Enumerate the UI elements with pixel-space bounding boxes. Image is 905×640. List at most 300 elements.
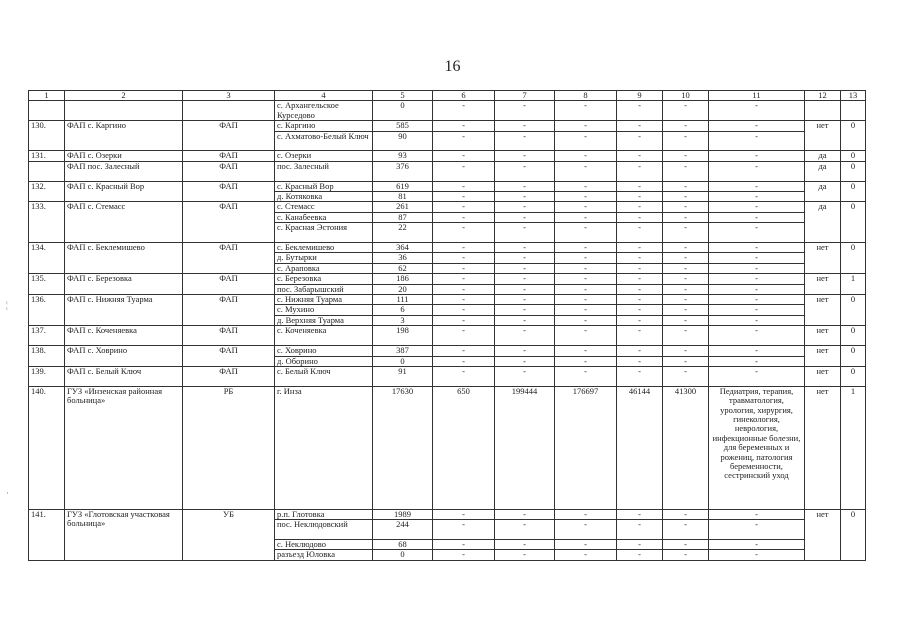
- cell-c6: 650: [433, 386, 495, 509]
- cell-pop: 0: [373, 550, 433, 560]
- cell-c10: -: [663, 223, 709, 243]
- cell-c11: -: [709, 131, 805, 151]
- cell-c7: -: [495, 315, 555, 325]
- cell-c7: -: [495, 121, 555, 131]
- column-header: 13: [841, 91, 866, 101]
- cell-c7: -: [495, 192, 555, 202]
- cell-c8: -: [555, 212, 617, 222]
- cell-c8: -: [555, 295, 617, 305]
- cell-pop: 186: [373, 274, 433, 284]
- cell-c8: -: [555, 284, 617, 294]
- table-row: [29, 509, 866, 519]
- column-header: 12: [805, 91, 841, 101]
- cell-name: ФАП с. Белый Ключ: [65, 366, 183, 386]
- header-row: [29, 91, 866, 101]
- cell-c12: нет: [805, 366, 841, 386]
- cell-pop: 244: [373, 520, 433, 540]
- cell-loc: д. Оборино: [275, 356, 373, 366]
- cell-pop: 20: [373, 284, 433, 294]
- cell-loc: с. Ховрино: [275, 346, 373, 356]
- cell-c13: 0: [841, 366, 866, 386]
- cell-c10: -: [663, 539, 709, 549]
- cell-num: 136.: [29, 295, 65, 326]
- column-header: 6: [433, 91, 495, 101]
- cell-c9: -: [617, 192, 663, 202]
- cell-c9: 46144: [617, 386, 663, 509]
- cell-c9: -: [617, 243, 663, 253]
- cell-c10: 41300: [663, 386, 709, 509]
- cell-c7: -: [495, 202, 555, 212]
- cell-c7: -: [495, 356, 555, 366]
- cell-type: ФАП: [183, 366, 275, 386]
- cell-c6: -: [433, 346, 495, 356]
- cell-c6: -: [433, 181, 495, 191]
- cell-pop: 62: [373, 263, 433, 273]
- cell-c10: -: [663, 520, 709, 540]
- cell-c7: -: [495, 181, 555, 191]
- cell-pop: 3: [373, 315, 433, 325]
- cell-name: ГУЗ «Инзенская районная больница»: [65, 386, 183, 509]
- cell-c6: -: [433, 509, 495, 519]
- cell-c8: -: [555, 539, 617, 549]
- cell-loc: д. Верхняя Туарма: [275, 315, 373, 325]
- table-row: [29, 295, 866, 305]
- cell-pop: 619: [373, 181, 433, 191]
- column-header: 1: [29, 91, 65, 101]
- cell-c11: -: [709, 284, 805, 294]
- cell-c7: -: [495, 243, 555, 253]
- cell-pop: 36: [373, 253, 433, 263]
- cell-c9: -: [617, 181, 663, 191]
- cell-name: ФАП с. Нижняя Туарма: [65, 295, 183, 326]
- cell-c6: -: [433, 161, 495, 181]
- cell-c12: нет: [805, 346, 841, 367]
- cell-c8: -: [555, 101, 617, 121]
- cell-c11: -: [709, 192, 805, 202]
- table-row: [29, 274, 866, 284]
- cell-c8: -: [555, 263, 617, 273]
- cell-c10: -: [663, 305, 709, 315]
- cell-loc: с. Неклюдово: [275, 539, 373, 549]
- cell-c13: [841, 101, 866, 121]
- cell-loc: р.п. Глотовка: [275, 509, 373, 519]
- table-row: [29, 101, 866, 121]
- cell-c6: -: [433, 305, 495, 315]
- cell-c8: -: [555, 131, 617, 151]
- cell-pop: 198: [373, 326, 433, 346]
- cell-loc: с. Красная Эстония: [275, 223, 373, 243]
- cell-c11: -: [709, 509, 805, 519]
- cell-c9: -: [617, 121, 663, 131]
- cell-c9: -: [617, 202, 663, 212]
- column-header: 2: [65, 91, 183, 101]
- column-header: 4: [275, 91, 373, 101]
- cell-loc: с. Коченяевка: [275, 326, 373, 346]
- cell-num: 138.: [29, 346, 65, 367]
- cell-c10: -: [663, 151, 709, 161]
- cell-c11: -: [709, 346, 805, 356]
- cell-c9: -: [617, 284, 663, 294]
- cell-loc: с. Березовка: [275, 274, 373, 284]
- cell-c6: -: [433, 151, 495, 161]
- cell-c11: -: [709, 263, 805, 273]
- cell-num: 140.: [29, 386, 65, 509]
- cell-c13: 0: [841, 509, 866, 560]
- cell-name: ФАП с. Березовка: [65, 274, 183, 295]
- cell-loc: с. Озерки: [275, 151, 373, 161]
- cell-c8: -: [555, 520, 617, 540]
- column-header: 10: [663, 91, 709, 101]
- cell-c8: -: [555, 274, 617, 284]
- cell-c8: -: [555, 121, 617, 131]
- cell-c9: -: [617, 161, 663, 181]
- cell-c8: 176697: [555, 386, 617, 509]
- cell-c12: нет: [805, 386, 841, 509]
- cell-loc: с. Араповка: [275, 263, 373, 273]
- cell-c9: -: [617, 151, 663, 161]
- cell-num: 141.: [29, 509, 65, 560]
- cell-c13: 0: [841, 151, 866, 161]
- cell-c13: 0: [841, 295, 866, 326]
- cell-c11: -: [709, 326, 805, 346]
- cell-num: 130.: [29, 121, 65, 151]
- table-row: [29, 181, 866, 191]
- cell-c11: -: [709, 223, 805, 243]
- cell-c8: -: [555, 202, 617, 212]
- cell-name: ФАП с. Красный Вор: [65, 181, 183, 202]
- column-header: 11: [709, 91, 805, 101]
- cell-c10: -: [663, 161, 709, 181]
- cell-c7: -: [495, 366, 555, 386]
- cell-c11: -: [709, 366, 805, 386]
- cell-loc: с. Беклемишево: [275, 243, 373, 253]
- cell-c10: -: [663, 550, 709, 560]
- cell-num: [29, 161, 65, 181]
- cell-c9: -: [617, 346, 663, 356]
- cell-c9: -: [617, 509, 663, 519]
- cell-c6: -: [433, 101, 495, 121]
- cell-c10: -: [663, 274, 709, 284]
- cell-c9: -: [617, 539, 663, 549]
- cell-c11: -: [709, 181, 805, 191]
- cell-c6: -: [433, 366, 495, 386]
- cell-c8: -: [555, 366, 617, 386]
- cell-c11: -: [709, 274, 805, 284]
- cell-loc: г. Инза: [275, 386, 373, 509]
- cell-c10: -: [663, 346, 709, 356]
- cell-type: [183, 101, 275, 121]
- cell-c12: нет: [805, 509, 841, 560]
- cell-c7: -: [495, 151, 555, 161]
- column-header: 3: [183, 91, 275, 101]
- cell-name: ФАП с. Беклемишево: [65, 243, 183, 274]
- cell-c6: -: [433, 223, 495, 243]
- cell-loc: с. Ахматово-Белый Ключ: [275, 131, 373, 151]
- cell-c11: -: [709, 539, 805, 549]
- page-number: 16: [444, 58, 461, 75]
- cell-c8: -: [555, 161, 617, 181]
- cell-c12: нет: [805, 274, 841, 295]
- cell-pop: 81: [373, 192, 433, 202]
- cell-c9: -: [617, 253, 663, 263]
- cell-c8: -: [555, 305, 617, 315]
- cell-c7: 199444: [495, 386, 555, 509]
- cell-c6: -: [433, 192, 495, 202]
- cell-loc: пос. Забарышский: [275, 284, 373, 294]
- cell-type: УБ: [183, 509, 275, 560]
- cell-c9: -: [617, 295, 663, 305]
- cell-c8: -: [555, 326, 617, 346]
- cell-type: ФАП: [183, 151, 275, 161]
- cell-c12: нет: [805, 121, 841, 151]
- cell-c10: -: [663, 121, 709, 131]
- cell-c7: -: [495, 284, 555, 294]
- cell-c8: -: [555, 151, 617, 161]
- cell-c12: нет: [805, 295, 841, 326]
- cell-c6: -: [433, 253, 495, 263]
- cell-num: 131.: [29, 151, 65, 161]
- cell-pop: 585: [373, 121, 433, 131]
- cell-c11: -: [709, 305, 805, 315]
- cell-c11: Педиатрия, терапия, травматология, урология, хирургия, гинекология, неврология, инфекционные болезни, для беременных и рожениц, патология беременности, сестринский уход: [709, 386, 805, 509]
- cell-name: ФАП с. Ховрино: [65, 346, 183, 367]
- cell-c6: -: [433, 212, 495, 222]
- table-row: [29, 202, 866, 212]
- cell-c8: -: [555, 181, 617, 191]
- table-row: [29, 121, 866, 131]
- scan-mark: ·: [6, 488, 9, 498]
- cell-c12: нет: [805, 243, 841, 274]
- cell-c9: -: [617, 356, 663, 366]
- cell-loc: д. Бутырки: [275, 253, 373, 263]
- cell-num: 137.: [29, 326, 65, 346]
- cell-c7: -: [495, 212, 555, 222]
- cell-c7: -: [495, 295, 555, 305]
- cell-c11: -: [709, 121, 805, 131]
- table-row: [29, 346, 866, 356]
- facilities-table: [28, 90, 866, 561]
- cell-c10: -: [663, 315, 709, 325]
- cell-c8: -: [555, 223, 617, 243]
- cell-c7: -: [495, 274, 555, 284]
- cell-c10: -: [663, 295, 709, 305]
- table-row: [29, 161, 866, 181]
- cell-c7: -: [495, 131, 555, 151]
- cell-c10: -: [663, 253, 709, 263]
- cell-c10: -: [663, 326, 709, 346]
- cell-c11: -: [709, 315, 805, 325]
- cell-c13: 0: [841, 202, 866, 243]
- cell-type: ФАП: [183, 346, 275, 367]
- cell-c12: да: [805, 161, 841, 181]
- cell-loc: д. Котяковка: [275, 192, 373, 202]
- cell-num: 134.: [29, 243, 65, 274]
- cell-num: 135.: [29, 274, 65, 295]
- cell-c12: нет: [805, 326, 841, 346]
- cell-c10: -: [663, 181, 709, 191]
- cell-type: ФАП: [183, 243, 275, 274]
- cell-c6: -: [433, 520, 495, 540]
- cell-c10: -: [663, 284, 709, 294]
- cell-c8: -: [555, 192, 617, 202]
- cell-c6: -: [433, 326, 495, 346]
- cell-pop: 68: [373, 539, 433, 549]
- cell-c11: -: [709, 550, 805, 560]
- cell-c7: -: [495, 253, 555, 263]
- cell-name: ФАП пос. Залесный: [65, 161, 183, 181]
- cell-c6: -: [433, 243, 495, 253]
- cell-c8: -: [555, 243, 617, 253]
- cell-c8: -: [555, 346, 617, 356]
- table-row: [29, 386, 866, 509]
- cell-c6: -: [433, 356, 495, 366]
- cell-type: ФАП: [183, 202, 275, 243]
- cell-name: ФАП с. Стемасс: [65, 202, 183, 243]
- cell-pop: 111: [373, 295, 433, 305]
- cell-c6: -: [433, 550, 495, 560]
- cell-c6: -: [433, 121, 495, 131]
- cell-type: ФАП: [183, 326, 275, 346]
- cell-c11: -: [709, 295, 805, 305]
- cell-c10: -: [663, 131, 709, 151]
- cell-c13: 0: [841, 326, 866, 346]
- cell-c10: -: [663, 509, 709, 519]
- cell-c10: -: [663, 263, 709, 273]
- cell-num: 132.: [29, 181, 65, 202]
- cell-c11: -: [709, 151, 805, 161]
- cell-loc: с. Мухино: [275, 305, 373, 315]
- cell-loc: с. Нижняя Туарма: [275, 295, 373, 305]
- cell-c11: -: [709, 520, 805, 540]
- cell-c11: -: [709, 212, 805, 222]
- cell-c8: -: [555, 253, 617, 263]
- cell-c9: -: [617, 131, 663, 151]
- cell-c6: -: [433, 284, 495, 294]
- column-header: 9: [617, 91, 663, 101]
- cell-pop: 17630: [373, 386, 433, 509]
- cell-pop: 0: [373, 101, 433, 121]
- table-row: [29, 366, 866, 386]
- cell-loc: с. Красный Вор: [275, 181, 373, 191]
- cell-c7: -: [495, 263, 555, 273]
- cell-c6: -: [433, 295, 495, 305]
- cell-c12: да: [805, 181, 841, 202]
- cell-pop: 6: [373, 305, 433, 315]
- cell-type: ФАП: [183, 295, 275, 326]
- cell-c9: -: [617, 101, 663, 121]
- cell-c9: -: [617, 550, 663, 560]
- cell-pop: 91: [373, 366, 433, 386]
- cell-name: ФАП с. Озерки: [65, 151, 183, 161]
- cell-c10: -: [663, 192, 709, 202]
- cell-c10: -: [663, 212, 709, 222]
- cell-loc: пос. Неклюдовский: [275, 520, 373, 540]
- cell-name: ФАП с. Коченяевка: [65, 326, 183, 346]
- cell-loc: разъезд Юловка: [275, 550, 373, 560]
- cell-c12: да: [805, 151, 841, 161]
- cell-c13: 0: [841, 243, 866, 274]
- cell-c13: 0: [841, 181, 866, 202]
- column-header: 5: [373, 91, 433, 101]
- cell-pop: 364: [373, 243, 433, 253]
- cell-c6: -: [433, 131, 495, 151]
- cell-c11: -: [709, 243, 805, 253]
- cell-type: ФАП: [183, 181, 275, 202]
- cell-c11: -: [709, 356, 805, 366]
- cell-c7: -: [495, 223, 555, 243]
- cell-c7: -: [495, 326, 555, 346]
- cell-c13: 1: [841, 386, 866, 509]
- cell-type: ФАП: [183, 274, 275, 295]
- scan-mark: ¦: [6, 300, 8, 310]
- cell-c6: -: [433, 274, 495, 284]
- cell-pop: 261: [373, 202, 433, 212]
- cell-pop: 87: [373, 212, 433, 222]
- cell-name: ГУЗ «Глотовская участковая больница»: [65, 509, 183, 560]
- cell-type: ФАП: [183, 161, 275, 181]
- cell-c11: -: [709, 253, 805, 263]
- cell-c7: -: [495, 509, 555, 519]
- cell-c8: -: [555, 315, 617, 325]
- cell-c7: -: [495, 101, 555, 121]
- table-row: [29, 151, 866, 161]
- cell-pop: 376: [373, 161, 433, 181]
- cell-c10: -: [663, 366, 709, 386]
- cell-c7: -: [495, 305, 555, 315]
- cell-c13: 0: [841, 161, 866, 181]
- cell-c13: 1: [841, 274, 866, 295]
- cell-c9: -: [617, 223, 663, 243]
- cell-c10: -: [663, 202, 709, 212]
- cell-c9: -: [617, 263, 663, 273]
- cell-c9: -: [617, 305, 663, 315]
- cell-c7: -: [495, 539, 555, 549]
- cell-pop: 1989: [373, 509, 433, 519]
- cell-loc: с. Стемасс: [275, 202, 373, 212]
- cell-c9: -: [617, 326, 663, 346]
- cell-loc: с. Канабеевка: [275, 212, 373, 222]
- table-row: [29, 326, 866, 346]
- cell-c6: -: [433, 263, 495, 273]
- cell-c12: да: [805, 202, 841, 243]
- cell-c8: -: [555, 550, 617, 560]
- cell-num: 133.: [29, 202, 65, 243]
- cell-c7: -: [495, 550, 555, 560]
- cell-c7: -: [495, 520, 555, 540]
- cell-c9: -: [617, 274, 663, 284]
- column-header: 8: [555, 91, 617, 101]
- cell-c9: -: [617, 366, 663, 386]
- cell-c13: 0: [841, 346, 866, 367]
- cell-pop: 93: [373, 151, 433, 161]
- cell-pop: 0: [373, 356, 433, 366]
- cell-type: РБ: [183, 386, 275, 509]
- cell-c9: -: [617, 520, 663, 540]
- cell-name: [65, 101, 183, 121]
- cell-loc: с. Архангельское Курседово: [275, 101, 373, 121]
- cell-c8: -: [555, 509, 617, 519]
- cell-c6: -: [433, 202, 495, 212]
- table-body: [29, 101, 866, 560]
- cell-loc: пос. Залесный: [275, 161, 373, 181]
- cell-pop: 387: [373, 346, 433, 356]
- cell-c11: -: [709, 101, 805, 121]
- cell-c9: -: [617, 315, 663, 325]
- cell-pop: 22: [373, 223, 433, 243]
- cell-c12: [805, 101, 841, 121]
- cell-name: ФАП с. Каргино: [65, 121, 183, 151]
- cell-c10: -: [663, 356, 709, 366]
